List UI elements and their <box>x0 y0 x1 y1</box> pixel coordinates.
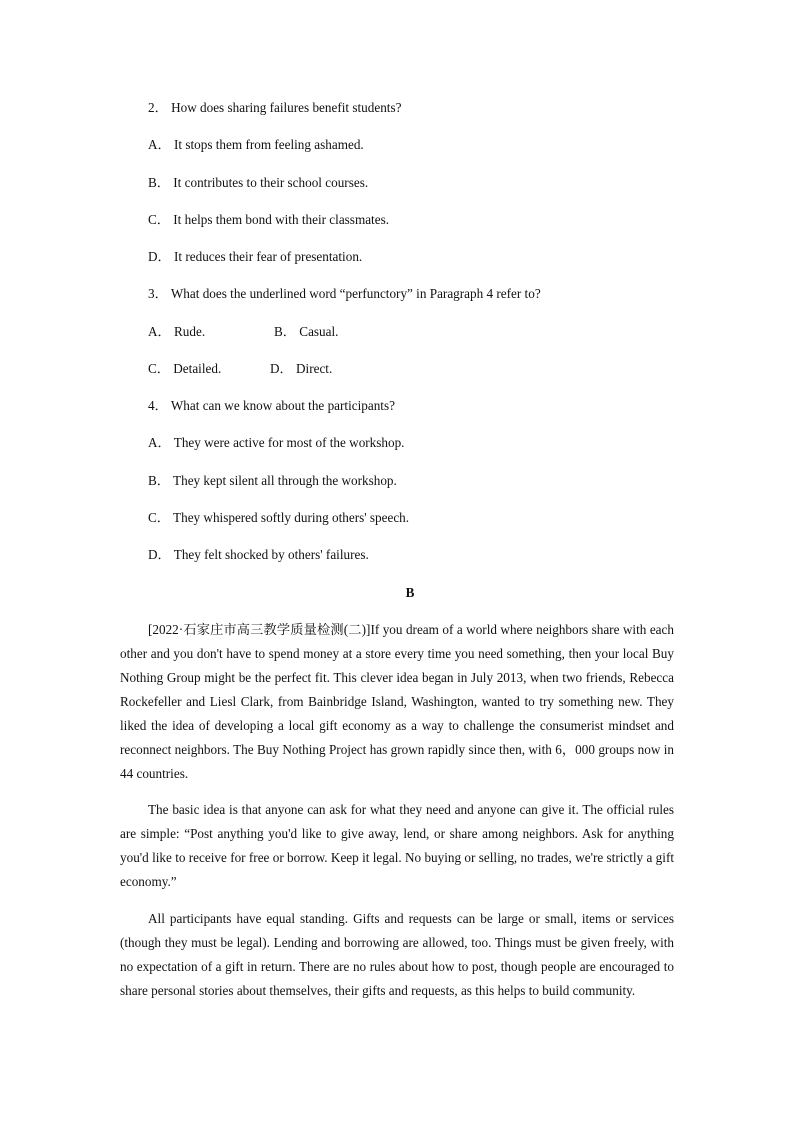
section-source: [2022·石家庄市高三教学质量检测(二)] <box>148 622 371 637</box>
section-paragraph-1 <box>120 618 674 786</box>
question-4-number: 4． <box>148 398 168 413</box>
question-3-option-b: B． Casual. <box>274 324 339 339</box>
section-paragraph-3: All participants have equal standing. Gifts and requests can be large or small, items or services (though they must be legal). Lending and borrowing are allowed, too. Things must be given freely, with no expectation of a gift in return. There are no rules about how to post, though people are encouraged to share personal stories about themselves, their gifts and requests, as this helps to build community. <box>120 911 674 998</box>
question-4-option-d: D． They felt shocked by others' failures. <box>148 547 369 562</box>
section-paragraph-2: The basic idea is that anyone can ask for what they need and anyone can give it. The official rules are simple: “Post anything you'd like to give away, lend, or share among neighbors. Ask for anything you'd like to receive for free or borrow. Keep it legal. No buying or selling, no trades, we're strictly a gift economy.” <box>120 802 674 889</box>
question-4-option-c: C． They whispered softly during others' speech. <box>148 510 410 525</box>
question-3-number: 3． <box>148 286 168 301</box>
question-2-number: 2． <box>148 100 168 115</box>
question-4-option-b: B． They kept silent all through the workshop. <box>148 473 397 488</box>
question-2-option-d: D． It reduces their fear of presentation. <box>148 249 363 264</box>
question-2-option-c: C． It helps them bond with their classmates. <box>148 212 390 227</box>
question-3-option-d: D． Direct. <box>270 361 333 376</box>
section-letter: B <box>405 585 415 600</box>
question-4-option-a: A． They were active for most of the workshop. <box>148 435 405 450</box>
question-3-option-c: C． Detailed. <box>148 361 222 376</box>
paragraph-1-text: If you dream of a world where neighbors share with each other and you don't have to spend money at a store every time you need something, then your local Buy Nothing Group might be the perfect fit. This clever idea began in July 2013, when two friends, Rebecca Rockefeller and Liesl Clark, from Bainbridge Island, Washington, wanted to try something new. They liked the idea of developing a local gift economy as a way to challenge the consumerist mindset and reconnect neighbors. The Buy Nothing Project has grown rapidly since then, with 6，000 groups now in 44 countries. <box>120 622 674 781</box>
question-4-stem <box>148 398 395 414</box>
question-3-stem <box>148 286 541 302</box>
question-3-text: What does the underlined word “perfunctory” in Paragraph 4 refer to? <box>170 286 541 301</box>
question-3-option-a: A． Rude. <box>148 324 206 339</box>
question-2-option-a: A． It stops them from feeling ashamed. <box>148 137 364 152</box>
question-2-option-b: B． It contributes to their school courses. <box>148 175 369 190</box>
question-2-text: How does sharing failures benefit students? <box>171 100 402 115</box>
question-2-stem <box>148 100 401 116</box>
question-4-text: What can we know about the participants? <box>170 398 395 413</box>
